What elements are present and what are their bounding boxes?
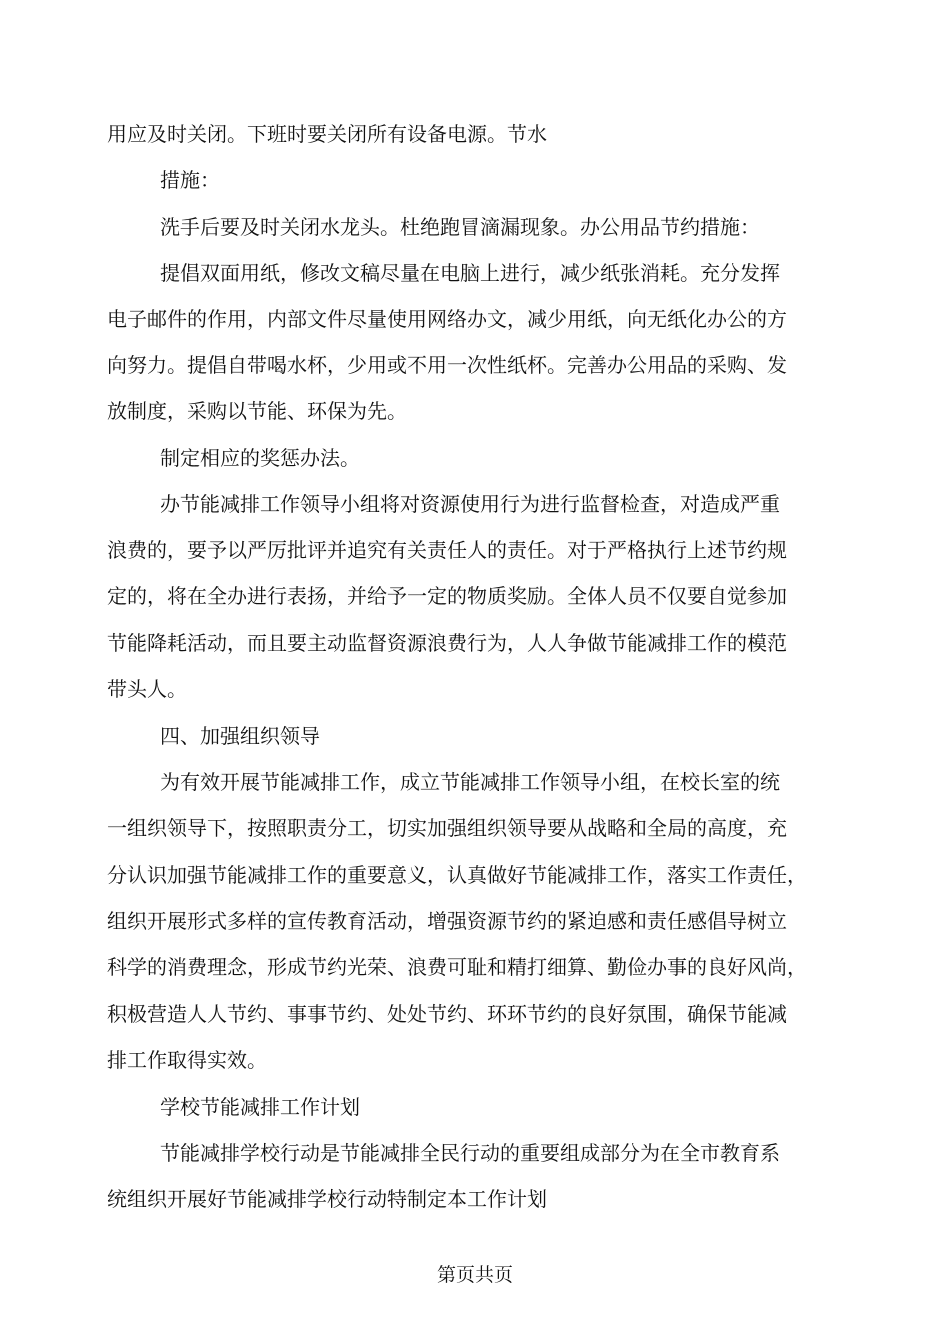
section-heading: 制定相应的奖惩办法。 [160, 446, 360, 470]
text-line: 办节能减排工作领导小组将对资源使用行为进行监督检查，对造成严重 [160, 492, 780, 516]
text-line: 排工作取得实效。 [107, 1048, 267, 1072]
text-line: 向努力。提倡自带喝水杯，少用或不用一次性纸杯。完善办公用品的采购、发 [107, 353, 787, 377]
text-line: 组织开展形式多样的宣传教育活动，增强资源节约的紧迫感和责任感倡导树立 [107, 909, 787, 933]
text-line: 带头人。 [107, 677, 187, 701]
text-line: 一组织领导下，按照职责分工，切实加强组织领导要从战略和全局的高度，充 [107, 816, 787, 840]
text-line: 放制度，采购以节能、环保为先。 [107, 399, 407, 423]
text-line: 定的，将在全办进行表扬，并给予一定的物质奖励。全体人员不仅要自觉参加 [107, 584, 787, 608]
text-line: 分认识加强节能减排工作的重要意义，认真做好节能减排工作，落实工作责任， [107, 863, 807, 887]
text-line: 统组织开展好节能减排学校行动特制定本工作计划 [107, 1187, 547, 1211]
text-line: 浪费的，要予以严厉批评并追究有关责任人的责任。对于严格执行上述节约规 [107, 538, 787, 562]
text-line: 节能降耗活动，而且要主动监督资源浪费行为，人人争做节能减排工作的模范 [107, 631, 787, 655]
text-line: 积极营造人人节约、事事节约、处处节约、环环节约的良好氛围，确保节能减 [107, 1002, 787, 1026]
text-line: 用应及时关闭。下班时要关闭所有设备电源。节水 [107, 122, 547, 146]
text-line: 电子邮件的作用，内部文件尽量使用网络办文，减少用纸，向无纸化办公的方 [107, 307, 787, 331]
text-line: 措施： [160, 168, 220, 192]
section-heading: 四、加强组织领导 [160, 724, 320, 748]
text-line: 提倡双面用纸，修改文稿尽量在电脑上进行，减少纸张消耗。充分发挥 [160, 261, 780, 285]
text-line: 节能减排学校行动是节能减排全民行动的重要组成部分为在全市教育系 [160, 1141, 780, 1165]
text-line: 为有效开展节能减排工作，成立节能减排工作领导小组，在校长室的统 [160, 770, 780, 794]
text-line: 洗手后要及时关闭水龙头。杜绝跑冒滴漏现象。办公用品节约措施： [160, 215, 760, 239]
section-heading: 学校节能减排工作计划 [160, 1095, 360, 1119]
text-line: 科学的消费理念，形成节约光荣、浪费可耻和精打细算、勤俭办事的良好风尚， [107, 955, 807, 979]
page-footer: 第页共页 [436, 1264, 513, 1286]
